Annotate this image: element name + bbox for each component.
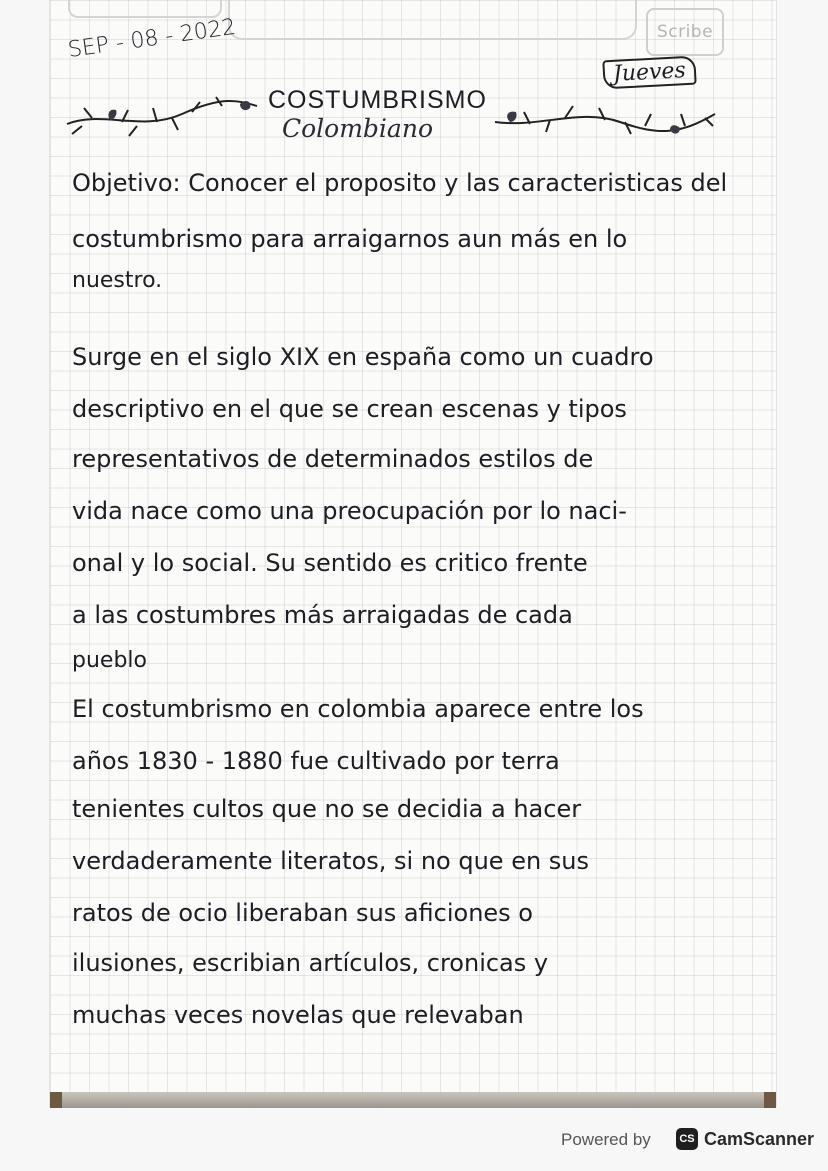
text-line: muchas veces novelas que relevaban xyxy=(72,1001,524,1029)
header-box xyxy=(228,0,637,40)
vine-left-icon xyxy=(62,92,262,142)
title-sub: Colombiano xyxy=(282,114,433,143)
text-line: pueblo xyxy=(72,648,147,673)
camscanner-brand: CamScanner xyxy=(704,1129,815,1149)
day-of-week: Jueves xyxy=(602,56,696,90)
text-line: a las costumbres más arraigadas de cada xyxy=(72,601,573,629)
text-line: Objetivo: Conocer el proposito y las caracteristicas del xyxy=(72,169,728,197)
text-line: tenientes cultos que no se decidia a hacer xyxy=(72,795,582,823)
scribe-watermark xyxy=(646,8,724,56)
camscanner-badge-text: CS xyxy=(679,1133,695,1145)
page-corner-right xyxy=(764,1092,776,1108)
date: SEP - 08 - 2022 xyxy=(66,14,238,63)
text-line: nuestro. xyxy=(72,268,163,293)
vine-right-icon xyxy=(490,100,720,145)
text-line: ilusiones, escribian artículos, cronicas y xyxy=(72,949,549,977)
scribe-label: Scribe xyxy=(656,22,714,42)
title-main: COSTUMBRISMO xyxy=(268,86,487,114)
text-line: onal y lo social. Su sentido es critico frente xyxy=(72,549,588,577)
powered-by-label: Powered by xyxy=(561,1130,651,1149)
page-corner-left xyxy=(50,1092,62,1108)
page-bottom-edge xyxy=(50,1092,776,1108)
header-box-left xyxy=(68,0,222,18)
text-line: Surge en el siglo XIX en españa como un cuadro xyxy=(72,343,654,371)
text-line: descriptivo en el que se crean escenas y tipos xyxy=(72,395,627,423)
text-line: verdaderamente literatos, si no que en sus xyxy=(72,847,590,875)
camscanner-logo-icon xyxy=(676,1128,698,1150)
text-line: ratos de ocio liberaban sus aficiones o xyxy=(72,899,533,927)
text-line: vida nace como una preocupación por lo naci- xyxy=(72,497,627,525)
text-line: representativos de determinados estilos de xyxy=(72,445,594,473)
text-line: costumbrismo para arraigarnos aun más en lo xyxy=(72,225,628,253)
text-line: El costumbrismo en colombia aparece entre los xyxy=(72,695,644,723)
text-line: años 1830 - 1880 fue cultivado por terra xyxy=(72,747,560,775)
